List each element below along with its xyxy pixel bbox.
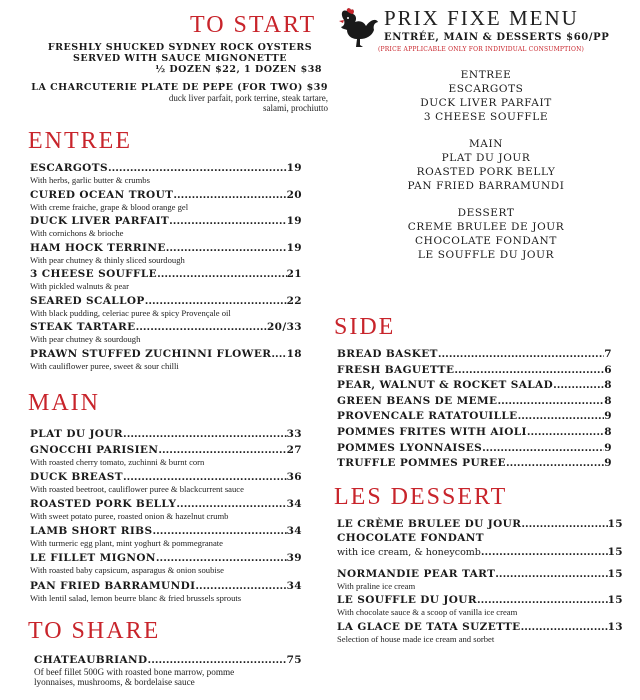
charcuterie-title: LA CHARCUTERIE PLATE DE PEPE (FOR TWO) $39: [31, 82, 328, 93]
menu-item-name: LAMB SHORT RIBS: [30, 525, 153, 537]
menu-item-desc: With praline ice cream: [337, 581, 416, 591]
prix-fixe-main-item: PAN FRIED BARRAMUNDI: [407, 180, 565, 192]
menu-item-name: PROVENCALE RATATOUILLE: [337, 410, 518, 423]
menu-item: [30, 552, 302, 575]
menu-item-price: 20/33: [266, 321, 302, 333]
menu-item-desc: With roasted baby capsicum, asparagus & onion soubise: [30, 565, 224, 575]
menu-item-price: 8: [604, 394, 612, 407]
menu-item: [337, 546, 623, 559]
menu-item-price: 22: [286, 294, 302, 307]
prix-fixe-main-item: ROASTED PORK BELLY: [416, 166, 556, 178]
menu-item-name: PLAT DU JOUR: [30, 428, 124, 440]
menu-item-name: GREEN BEANS DE MEME: [337, 394, 498, 407]
menu-item: [30, 162, 302, 185]
menu-item: [30, 525, 302, 548]
menu-item: [337, 594, 623, 617]
chateaubriand-item: [34, 654, 302, 687]
menu-item-price: 13: [607, 621, 623, 633]
prix-fixe-entree-item: DUCK LIVER PARFAIT: [420, 97, 552, 109]
menu-item-name: DUCK LIVER PARFAIT: [30, 215, 170, 227]
leader-dots: [108, 162, 287, 175]
menu-item-price: 15: [607, 568, 623, 580]
prix-fixe-dessert-item: CHOCOLATE FONDANT: [415, 235, 557, 247]
leader-dots: [521, 621, 608, 634]
menu-item-desc: With chocolate sauce & a scoop of vanilla ice cream: [337, 607, 518, 617]
menu-item: [30, 428, 302, 441]
leader-dots: [506, 457, 604, 470]
prix-fixe-dessert-item: LE SOUFFLE DU JOUR: [417, 249, 555, 261]
menu-item-price: 39: [286, 552, 302, 564]
menu-item-name: ESCARGOTS: [30, 162, 108, 174]
leader-dots: [454, 364, 604, 377]
leader-dots: [495, 568, 607, 581]
menu-item: [30, 295, 302, 318]
leader-dots: [158, 444, 286, 457]
menu-item-name: LA GLACE DE TATA SUZETTE: [337, 621, 521, 633]
menu-item: [30, 215, 302, 238]
leader-dots: [482, 442, 604, 455]
menu-item-name: GNOCCHI PARISIEN: [30, 444, 159, 456]
menu-item-name: POMMES LYONNAISES: [337, 441, 483, 454]
prix-fixe-subtitle: ENTRÉE, MAIN & DESSERTS $60/PP: [384, 32, 610, 43]
menu-item-desc: With pear chutney & sourdough: [30, 334, 141, 344]
menu-item-desc: With pickled walnuts & pear: [30, 281, 129, 291]
menu-item-name: PEAR, WALNUT & ROCKET SALAD: [337, 379, 554, 392]
leader-dots: [518, 410, 605, 423]
menu-item-price: 9: [604, 441, 612, 454]
menu-item-price: 34: [286, 525, 302, 537]
charcuterie-block: [30, 82, 328, 113]
leader-dots: [271, 348, 286, 361]
prix-fixe-entree-heading: ENTREE: [460, 69, 512, 81]
menu-item-price: 20: [286, 188, 302, 201]
rooster-icon: [336, 6, 380, 48]
menu-item-name: PRAWN STUFFED ZUCHINNI FLOWER: [30, 347, 272, 360]
leader-dots: [145, 295, 287, 308]
leader-dots: [497, 395, 604, 408]
menu-item: [337, 442, 612, 455]
menu-item: [337, 518, 623, 531]
prix-fixe-title: PRIX FIXE MENU: [384, 6, 579, 30]
menu-item-desc: With black pudding, celeriac puree & spicy Provençale oil: [30, 307, 231, 318]
menu-item-desc: lyonnaises, mushrooms, & bordelaise sauce: [34, 677, 195, 687]
oysters-block: [30, 42, 330, 75]
menu-item: [30, 580, 302, 603]
menu-item-name: PAN FRIED BARRAMUNDI: [30, 580, 196, 592]
menu-item-price: 19: [286, 241, 302, 254]
leader-dots: [148, 654, 287, 667]
menu-item-name: CURED OCEAN TROUT: [30, 188, 174, 201]
menu-item-name: BREAD BASKET: [337, 348, 438, 360]
menu-item: [337, 379, 612, 392]
menu-item-price: 27: [286, 444, 302, 456]
menu-item: [30, 444, 302, 467]
menu-item-name: HAM HOCK TERRINE: [30, 241, 166, 254]
leader-dots: [166, 242, 287, 255]
menu-item: [337, 568, 623, 591]
menu-item-price: 8: [604, 426, 612, 438]
menu-item-name: NORMANDIE PEAR TART: [337, 568, 496, 580]
leader-dots: [553, 379, 604, 392]
leader-dots: [195, 580, 286, 593]
leader-dots: [136, 321, 267, 334]
leader-dots: [152, 525, 286, 538]
to-start-title: TO START: [190, 12, 317, 38]
main-title: MAIN: [28, 390, 100, 416]
menu-item: [30, 471, 302, 494]
menu-item-name: ROASTED PORK BELLY: [30, 498, 177, 510]
entree-title: ENTREE: [28, 128, 132, 154]
leader-dots: [123, 428, 287, 441]
side-title: SIDE: [334, 314, 396, 340]
prix-fixe-entree-item: 3 CHEESE SOUFFLE: [423, 111, 549, 123]
menu-item-name: LE SOUFFLE DU JOUR: [337, 594, 477, 606]
menu-item-price: 33: [286, 428, 302, 440]
menu-item-name: DUCK BREAST: [30, 471, 123, 483]
menu-item-desc: With lentil salad, lemon beurre blanc & fried brussels sprouts: [30, 593, 242, 603]
menu-item-price: 19: [286, 162, 302, 174]
prix-fixe-dessert-item: CREME BRULEE DE JOUR: [407, 221, 565, 233]
menu-item: [337, 395, 612, 408]
leader-dots: [438, 348, 604, 361]
menu-item-price: 19: [286, 215, 302, 227]
menu-item-price: 18: [286, 347, 302, 360]
menu-item-desc: With turmeric egg plant, mint yoghurt & pommegranate: [30, 538, 223, 548]
menu-item: [337, 410, 612, 423]
menu-item-price: 9: [604, 457, 612, 470]
menu-item: [337, 364, 612, 377]
prix-fixe-courses: [356, 68, 616, 262]
menu-item: [30, 189, 302, 212]
leader-dots: [169, 215, 286, 228]
menu-item-name: TRUFFLE POMMES PUREE: [337, 457, 506, 470]
menu-item-desc: With creme fraiche, grape & blood orange gel: [30, 201, 189, 212]
menu-item-name: STEAK TARTARE: [30, 321, 136, 333]
menu-item: [337, 426, 612, 439]
leader-dots: [527, 426, 604, 439]
menu-item-price: 15: [607, 518, 623, 530]
oysters-line: SERVED WITH SAUCE MIGNONETTE: [73, 53, 287, 64]
oysters-line: FRESHLY SHUCKED SYDNEY ROCK OYSTERS: [47, 42, 313, 53]
leader-dots: [176, 498, 286, 511]
charcuterie-desc: duck liver parfait, pork terrine, steak tartare,: [168, 93, 328, 103]
prix-fixe-main-heading: MAIN: [468, 138, 504, 150]
menu-item-name: with ice cream, & honeycomb: [337, 547, 481, 558]
menu-item: [337, 348, 612, 361]
menu-item-desc: Of beef fillet 500G with roasted bone marrow, pomme: [34, 667, 235, 677]
menu-item: [337, 532, 623, 545]
menu-item: [30, 268, 302, 291]
menu-item-name: FRESH BAGUETTE: [337, 363, 455, 376]
menu-item-desc: With herbs, garlic butter & crumbs: [30, 175, 150, 185]
leader-dots: [477, 594, 608, 607]
menu-item-price: 15: [607, 546, 623, 558]
leader-dots: [521, 518, 607, 531]
leader-dots: [173, 189, 286, 202]
dessert-title: LES DESSERT: [334, 484, 508, 510]
leader-dots: [157, 268, 287, 281]
menu-item: [30, 348, 302, 371]
menu-item-desc: With cauliflower puree, sweet & sour chilli: [30, 360, 179, 371]
menu-item-price: 21: [286, 268, 302, 280]
menu-item-price: 8: [604, 379, 612, 392]
menu-item-name: POMMES FRITES WITH AIOLI: [337, 426, 527, 438]
to-share-title: TO SHARE: [28, 618, 161, 644]
menu-item: [337, 457, 612, 470]
menu-item-desc: With sweet potato puree, roasted onion & hazelnut crumb: [30, 511, 229, 521]
charcuterie-desc: salami, prochiutto: [263, 103, 328, 113]
prix-fixe-note: (PRICE APPLICABLE ONLY FOR INDIVIDUAL CONSUMPTION): [378, 46, 585, 53]
menu-item-price: 34: [286, 580, 302, 592]
prix-fixe-entree-item: ESCARGOTS: [448, 83, 524, 95]
prix-fixe-main-item: PLAT DU JOUR: [441, 152, 531, 164]
menu-item-price: 34: [286, 498, 302, 510]
menu-item-price: 15: [607, 594, 623, 606]
oysters-price-line: ½ DOZEN $22, 1 DOZEN $38: [155, 64, 322, 75]
leader-dots: [481, 546, 608, 559]
leader-dots: [156, 552, 287, 565]
menu-item-desc: With roasted cherry tomato, zuchinni & burnt corn: [30, 457, 205, 467]
menu-item-desc: With cornichons & brioche: [30, 228, 124, 238]
menu-item-name: 3 CHEESE SOUFFLE: [30, 268, 158, 280]
menu-item-price: 36: [286, 471, 302, 483]
menu-item-price: 7: [604, 348, 612, 360]
leader-dots: [123, 471, 287, 484]
menu-item-price: 9: [604, 410, 612, 423]
menu-item: [337, 621, 623, 644]
menu-item-desc: With pear chutney & thinly sliced sourdough: [30, 254, 185, 265]
menu-item-name: CHOCOLATE FONDANT: [337, 532, 485, 544]
menu-item-name: LE CRÈME BRULEE DU JOUR: [337, 518, 522, 530]
menu-item-desc: Selection of house made ice cream and sorbet: [337, 634, 495, 644]
prix-fixe-dessert-heading: DESSERT: [457, 207, 515, 219]
menu-item-price: 6: [604, 363, 612, 376]
menu-item-price: 75: [286, 654, 302, 666]
menu-item-name: CHATEAUBRIAND: [34, 654, 148, 666]
menu-item-name: SEARED SCALLOP: [30, 294, 145, 307]
menu-item-desc: With roasted beetroot, cauliflower puree & blackcurrent sauce: [30, 484, 244, 494]
menu-item-name: LE FILLET MIGNON: [30, 552, 156, 564]
menu-item: [30, 321, 302, 344]
menu-item: [30, 242, 302, 265]
menu-item: [30, 498, 302, 521]
